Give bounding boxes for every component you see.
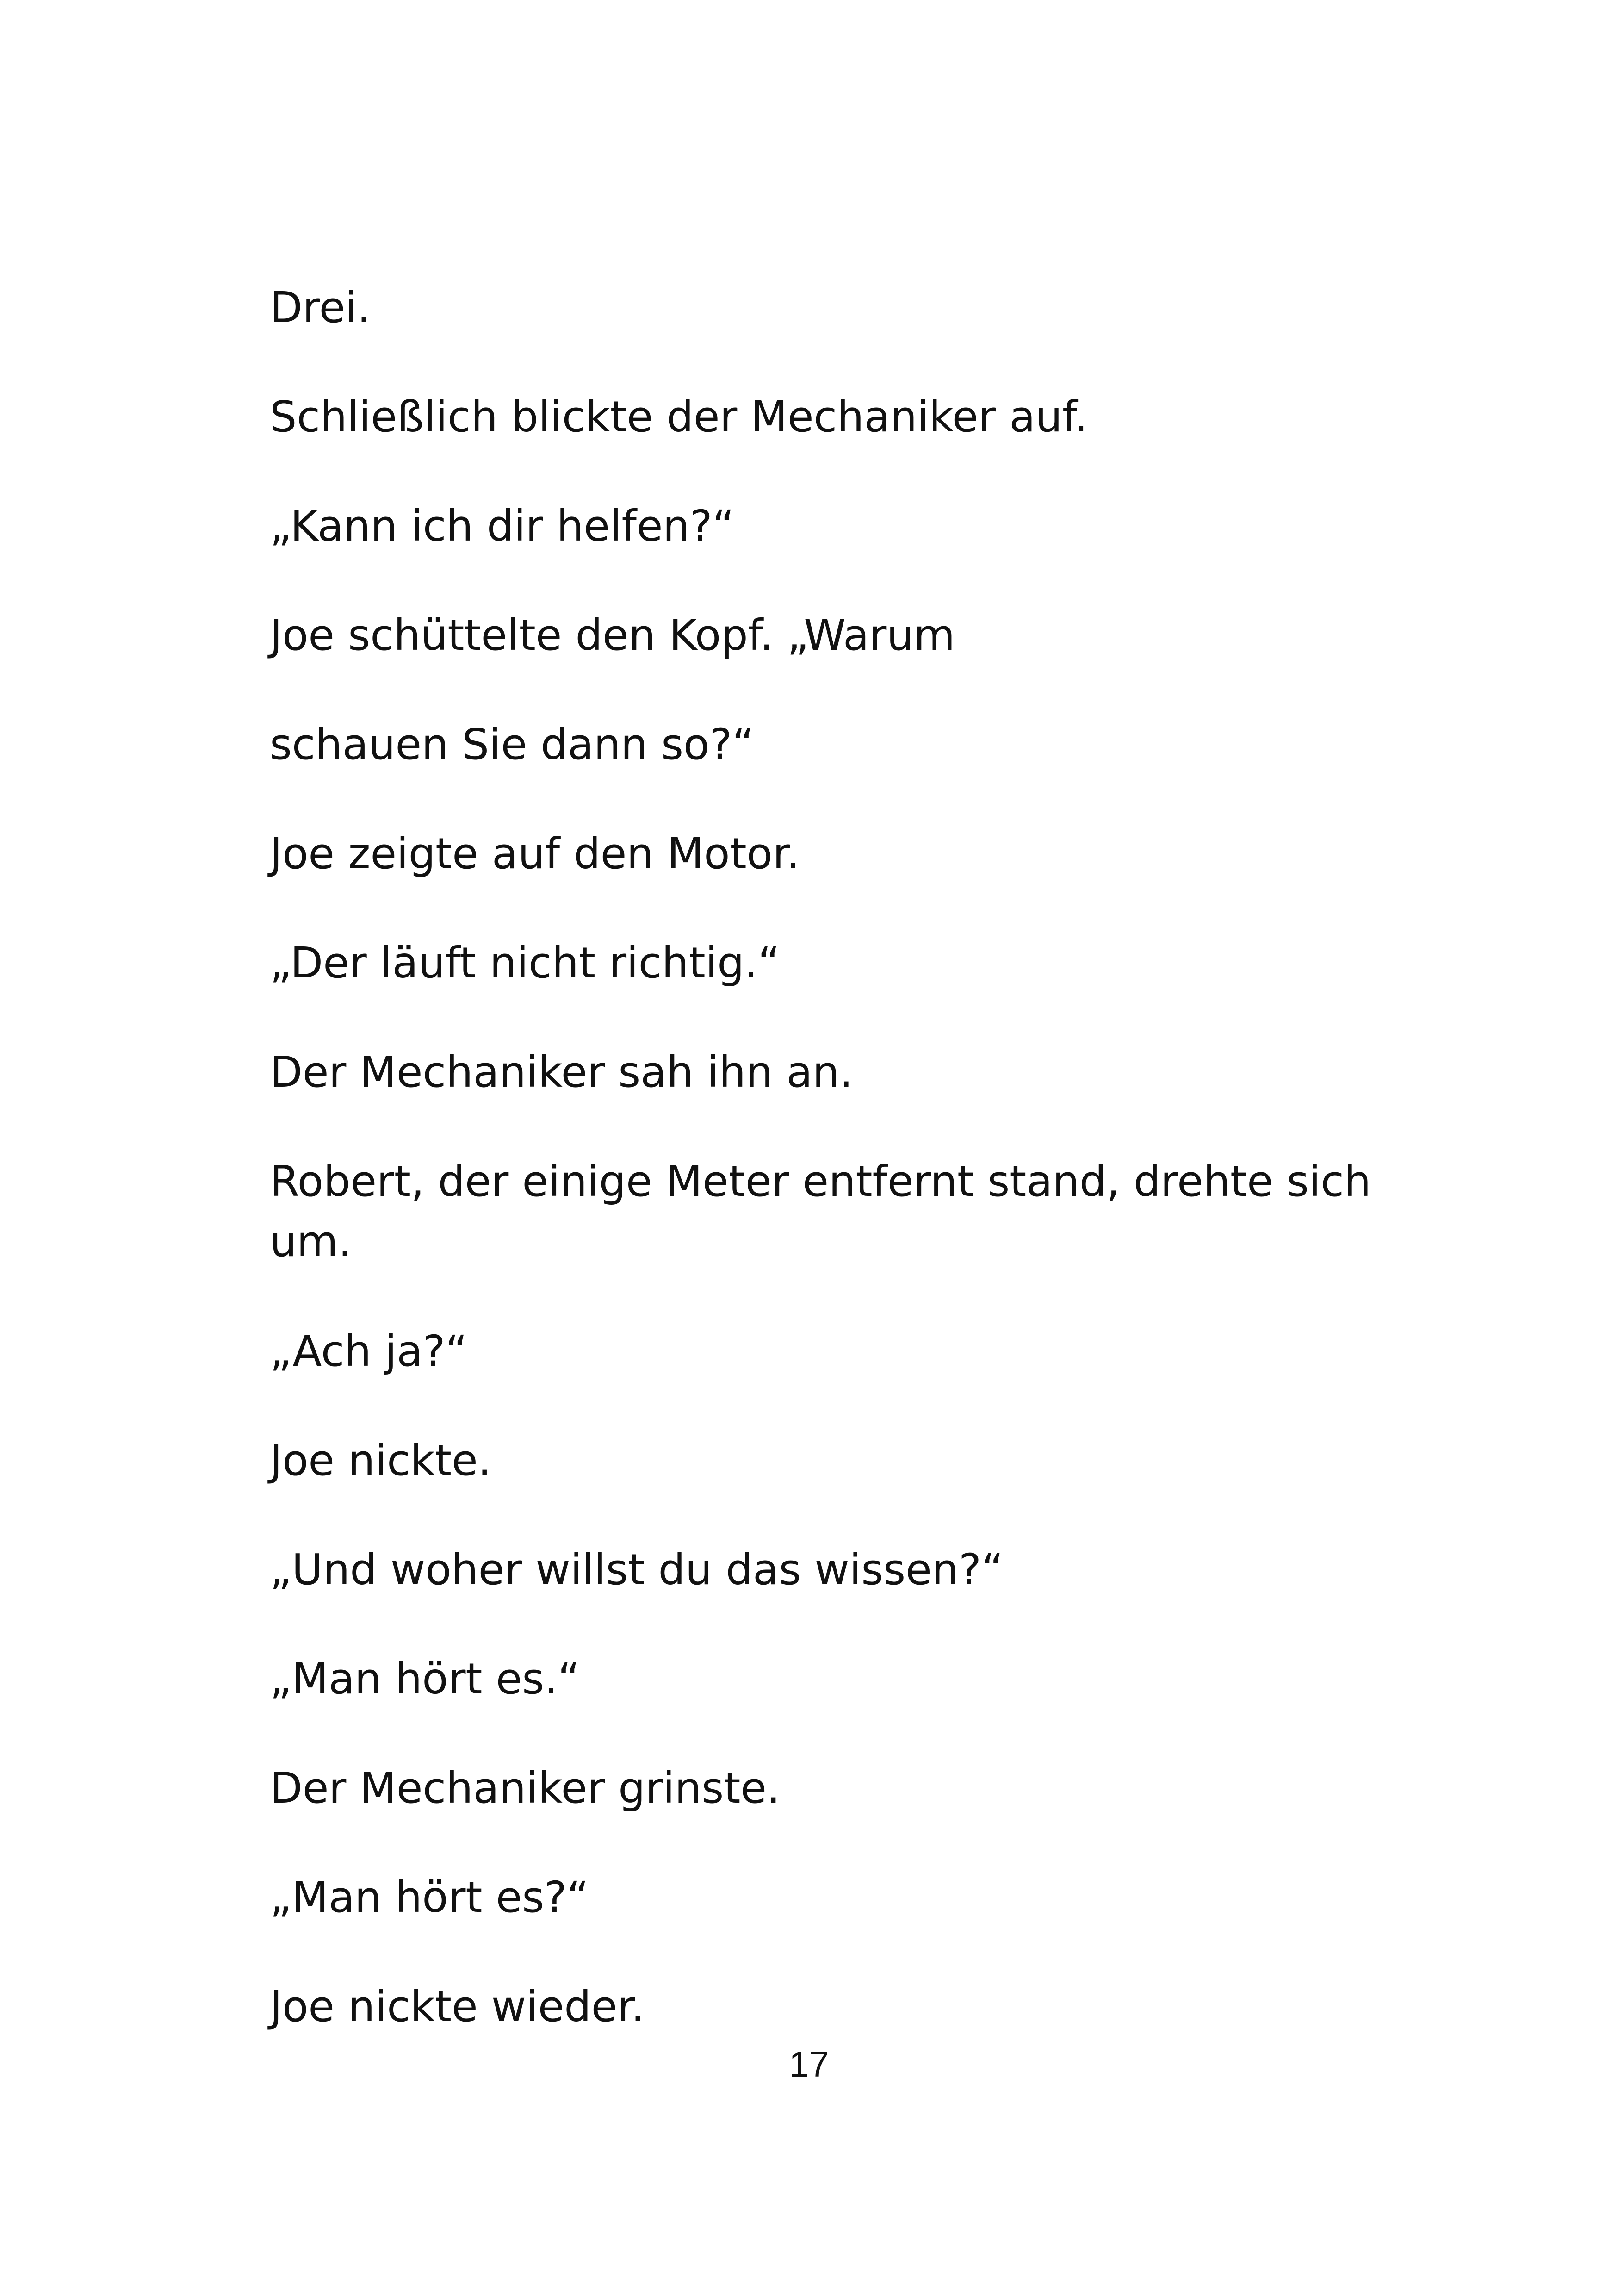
paragraph-10: „Ach ja?“ bbox=[270, 1326, 468, 1376]
paragraph-4: Joe schüttelte den Kopf. „Warum bbox=[270, 610, 955, 660]
paragraph-15: „Man hört es?“ bbox=[270, 1873, 589, 1922]
paragraph-7: „Der läuft nicht richtig.“ bbox=[270, 938, 780, 988]
paragraph-16: Joe nickte wieder. bbox=[270, 1982, 645, 2031]
paragraph-8: Der Mechaniker sah ihn an. bbox=[270, 1047, 853, 1097]
paragraph-2: Schließlich blickte der Mechaniker auf. bbox=[270, 392, 1088, 442]
paragraph-1: Drei. bbox=[270, 283, 371, 332]
paragraph-6: Joe zeigte auf den Motor. bbox=[270, 829, 800, 878]
page-number: 17 bbox=[789, 2044, 829, 2084]
paragraph-9: Robert, der einige Meter entfernt stand, drehte sich um. bbox=[270, 1157, 1371, 1266]
paragraph-3: „Kann ich dir helfen?“ bbox=[270, 501, 735, 551]
paragraph-13: „Man hört es.“ bbox=[270, 1654, 580, 1704]
paragraph-12: „Und woher willst du das wissen?“ bbox=[270, 1545, 1004, 1594]
paragraph-14: Der Mechaniker grinste. bbox=[270, 1763, 781, 1813]
paragraph-11: Joe nickte. bbox=[270, 1436, 491, 1485]
paragraph-5: schauen Sie dann so?“ bbox=[270, 720, 754, 769]
